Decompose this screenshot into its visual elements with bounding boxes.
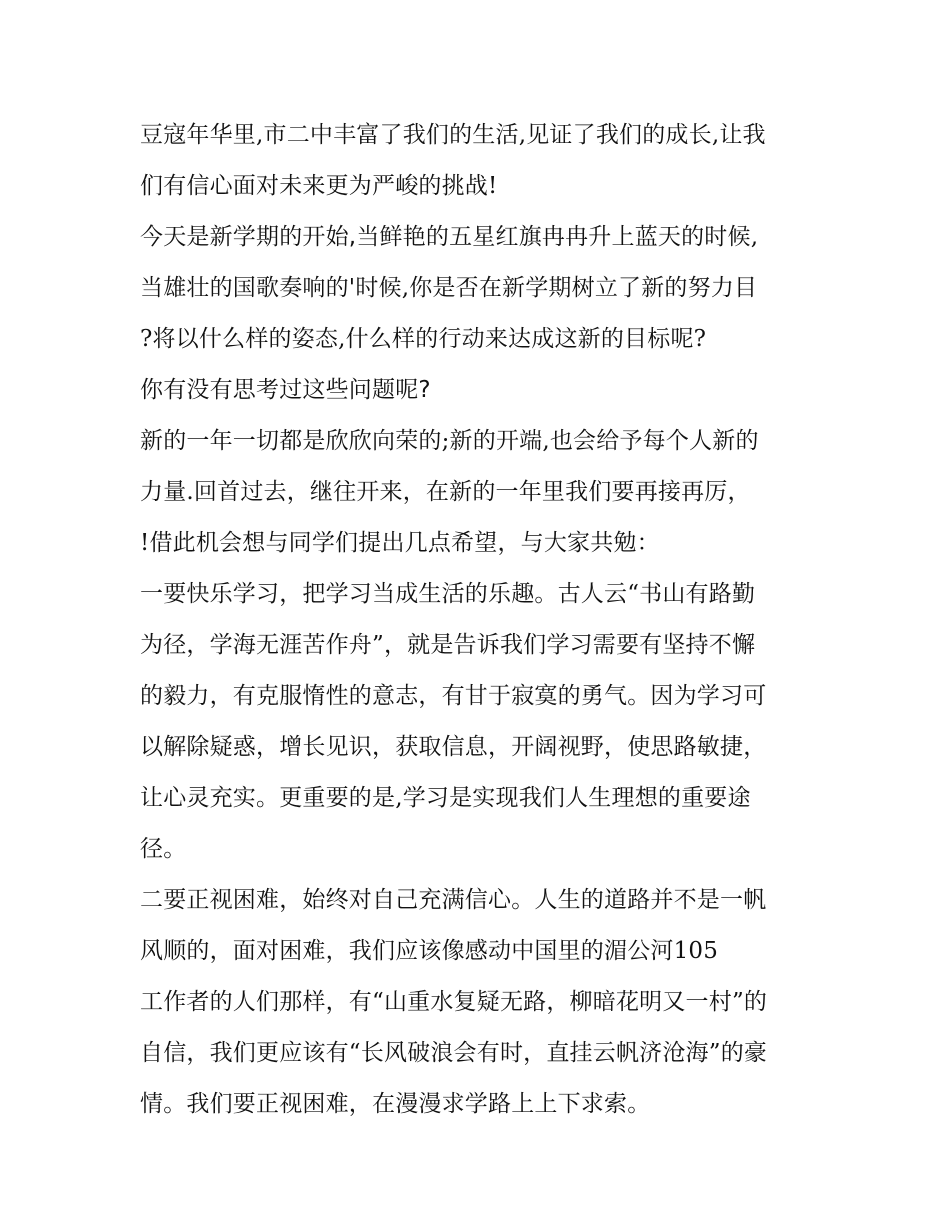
- text-segment: 们有信心面对未来更为严峻的挑战!: [140, 173, 498, 199]
- text-segment: 径。: [140, 836, 187, 862]
- text-line-10: [140, 569, 820, 620]
- text-segment: 当鲜艳的五星红旗冉冉升上蓝天的时候,: [356, 224, 759, 250]
- text-segment: 以解除疑惑，增长见识，获取信息，开阔视野，使思路敏捷，: [140, 734, 767, 760]
- text-line-8: [140, 467, 820, 518]
- text-segment: 一要快乐学习，把学习当成生活的乐趣。古人云“书山有路勤: [140, 581, 756, 607]
- text-segment-sans: 你有没有思考过这些问题呢?: [140, 377, 431, 403]
- text-line-6: [140, 365, 820, 416]
- text-line-11: [140, 620, 820, 671]
- text-segment-sans: 你是否在新学期树立了新的努力目: [409, 275, 758, 301]
- body-text: [140, 110, 820, 1130]
- text-line-13: [140, 722, 820, 773]
- text-segment: 当雄壮的国歌奏响的'时候,: [140, 275, 410, 301]
- text-segment: 让心灵充实。更重要的是,学习是实现我们人生理想的重要途: [140, 785, 751, 811]
- text-segment: !借此机会想与同学们提出几点希望，与大家共勉：: [140, 530, 660, 556]
- text-line-19: [140, 1028, 820, 1079]
- text-segment: 情。我们要正视困难，在漫漫求学路上上下求索。: [140, 1091, 651, 1117]
- text-segment: 风顺的，面对困难，我们应该像感动中国里的湄公河105: [140, 938, 719, 964]
- text-segment-sans: 今天是新学期的开始,: [140, 224, 357, 250]
- text-segment: 工作者的人们那样，有“山重水复疑无路，柳暗花明又一村”的: [140, 989, 768, 1015]
- text-line-9: [140, 518, 820, 569]
- text-line-14: [140, 773, 820, 824]
- text-line-4: [140, 263, 820, 314]
- text-line-18: [140, 977, 820, 1028]
- text-segment: 新的一年一切都是欣欣向荣的;新的开端,也会给予每个人新的: [140, 428, 759, 454]
- text-line-15: [140, 824, 820, 875]
- text-segment: 为径，学海无涯苦作舟”，就是告诉我们学习需要有坚持不懈: [140, 632, 756, 658]
- text-segment: 二要正视困难，始终对自己充满信心。人生的道路并不是一帆: [140, 887, 767, 913]
- text-segment: 豆寇年华里,市二中丰富了我们的生活,见证了我们的成长,让我: [140, 122, 766, 148]
- text-line-20: [140, 1079, 820, 1130]
- text-segment: ?将以什么样的姿态,什么样的行动来达成这新的目标呢?: [140, 326, 707, 352]
- text-line-3: [140, 212, 820, 263]
- text-segment: 力量.: [140, 479, 194, 505]
- text-line-1: [140, 110, 820, 161]
- text-segment: 自信，我们更应该有“长风破浪会有时，直挂云帆济沧海”的豪: [140, 1040, 768, 1066]
- text-line-2: [140, 161, 820, 212]
- text-segment-sans: 回首过去，继往开来，在新的一年里我们要再接再厉，: [193, 479, 751, 505]
- text-segment: 的毅力，有克服惰性的意志，有甘于寂寞的勇气。因为学习可: [140, 683, 767, 709]
- text-line-16: [140, 875, 820, 926]
- text-line-7: [140, 416, 820, 467]
- text-line-17: [140, 926, 820, 977]
- text-line-5: [140, 314, 820, 365]
- text-line-12: [140, 671, 820, 722]
